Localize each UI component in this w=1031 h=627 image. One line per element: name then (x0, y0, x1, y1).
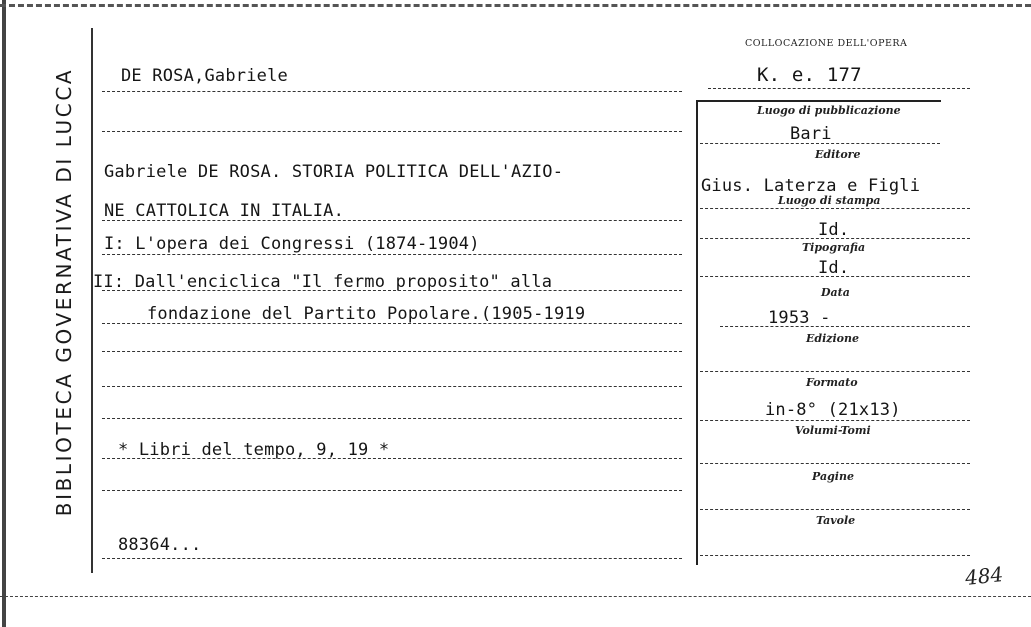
data-label: Data (821, 286, 850, 299)
bottom-edge (0, 596, 1031, 597)
volumi-label: Volumi-Tomi (795, 424, 871, 437)
formato-value: in-8° (21x13) (765, 400, 901, 420)
library-stamp: BIBLIOTECA GOVERNATIVA DI LUCCA (52, 67, 76, 517)
top-edge (0, 4, 1031, 7)
title-rule-4 (102, 290, 682, 291)
blank-rule-2 (102, 351, 682, 352)
pagine-rule (700, 509, 970, 510)
series-statement: * Libri del tempo, 9, 19 * (118, 440, 390, 460)
blank-rule-1 (102, 131, 682, 132)
edizione-rule (700, 371, 970, 372)
title-rule-2 (102, 220, 682, 221)
editore-value: Gius. Laterza e Figli (701, 176, 921, 196)
volumi-rule (700, 463, 970, 464)
author-rule (102, 91, 682, 92)
luogo-pubblicazione-value: Bari (790, 124, 832, 144)
editore-label: Editore (815, 148, 861, 161)
blank-rule-5 (102, 490, 682, 491)
accession-rule (102, 558, 682, 559)
blank-rule-4 (102, 418, 682, 419)
data-rule (720, 326, 970, 327)
luogo-stampa-value: Id. (818, 220, 850, 240)
series-rule (102, 458, 682, 459)
luogo-stampa-label: Luogo di stampa (778, 194, 881, 207)
author-heading: DE ROSA,Gabriele (121, 66, 288, 86)
edizione-label: Edizione (806, 332, 860, 345)
collocazione-header: COLLOCAZIONE DELL'OPERA (745, 38, 908, 49)
title-line-1: Gabriele DE ROSA. STORIA POLITICA DELL'AZIO- (104, 162, 564, 182)
pagine-label: Pagine (812, 470, 854, 483)
luogo-pubblicazione-label: Luogo di pubblicazione (757, 104, 901, 117)
editore-rule (700, 208, 970, 209)
right-box-border (696, 100, 698, 565)
title-line-4: II: Dall'enciclica "Il fermo proposito" alla (93, 272, 553, 292)
data-value: 1953 - (768, 308, 831, 328)
spine-divider (91, 28, 93, 573)
handwritten-note: 484 (963, 562, 1005, 590)
formato-label: Formato (806, 376, 858, 389)
tipografia-rule (700, 276, 970, 277)
formato-rule (700, 420, 970, 421)
title-rule-5 (102, 323, 682, 324)
blank-rule-3 (102, 386, 682, 387)
tipografia-label: Tipografia (802, 241, 866, 254)
luogo-stampa-rule (700, 238, 970, 239)
shelfmark: K. e. 177 (757, 64, 862, 86)
card-left-edge (2, 0, 6, 627)
tavole-label: Tavole (816, 514, 856, 527)
title-rule-3 (102, 254, 682, 255)
accession-number: 88364... (118, 535, 202, 555)
right-box-top (696, 100, 941, 102)
tavole-rule (700, 555, 970, 556)
shelfmark-rule (708, 88, 970, 89)
tipografia-value: Id. (818, 258, 850, 278)
title-line-3: I: L'opera dei Congressi (1874-1904) (104, 234, 480, 254)
title-line-5: fondazione del Partito Popolare.(1905-1919 (147, 304, 586, 324)
title-line-2: NE CATTOLICA IN ITALIA. (104, 201, 345, 221)
luogo-pubblicazione-rule (700, 143, 940, 144)
